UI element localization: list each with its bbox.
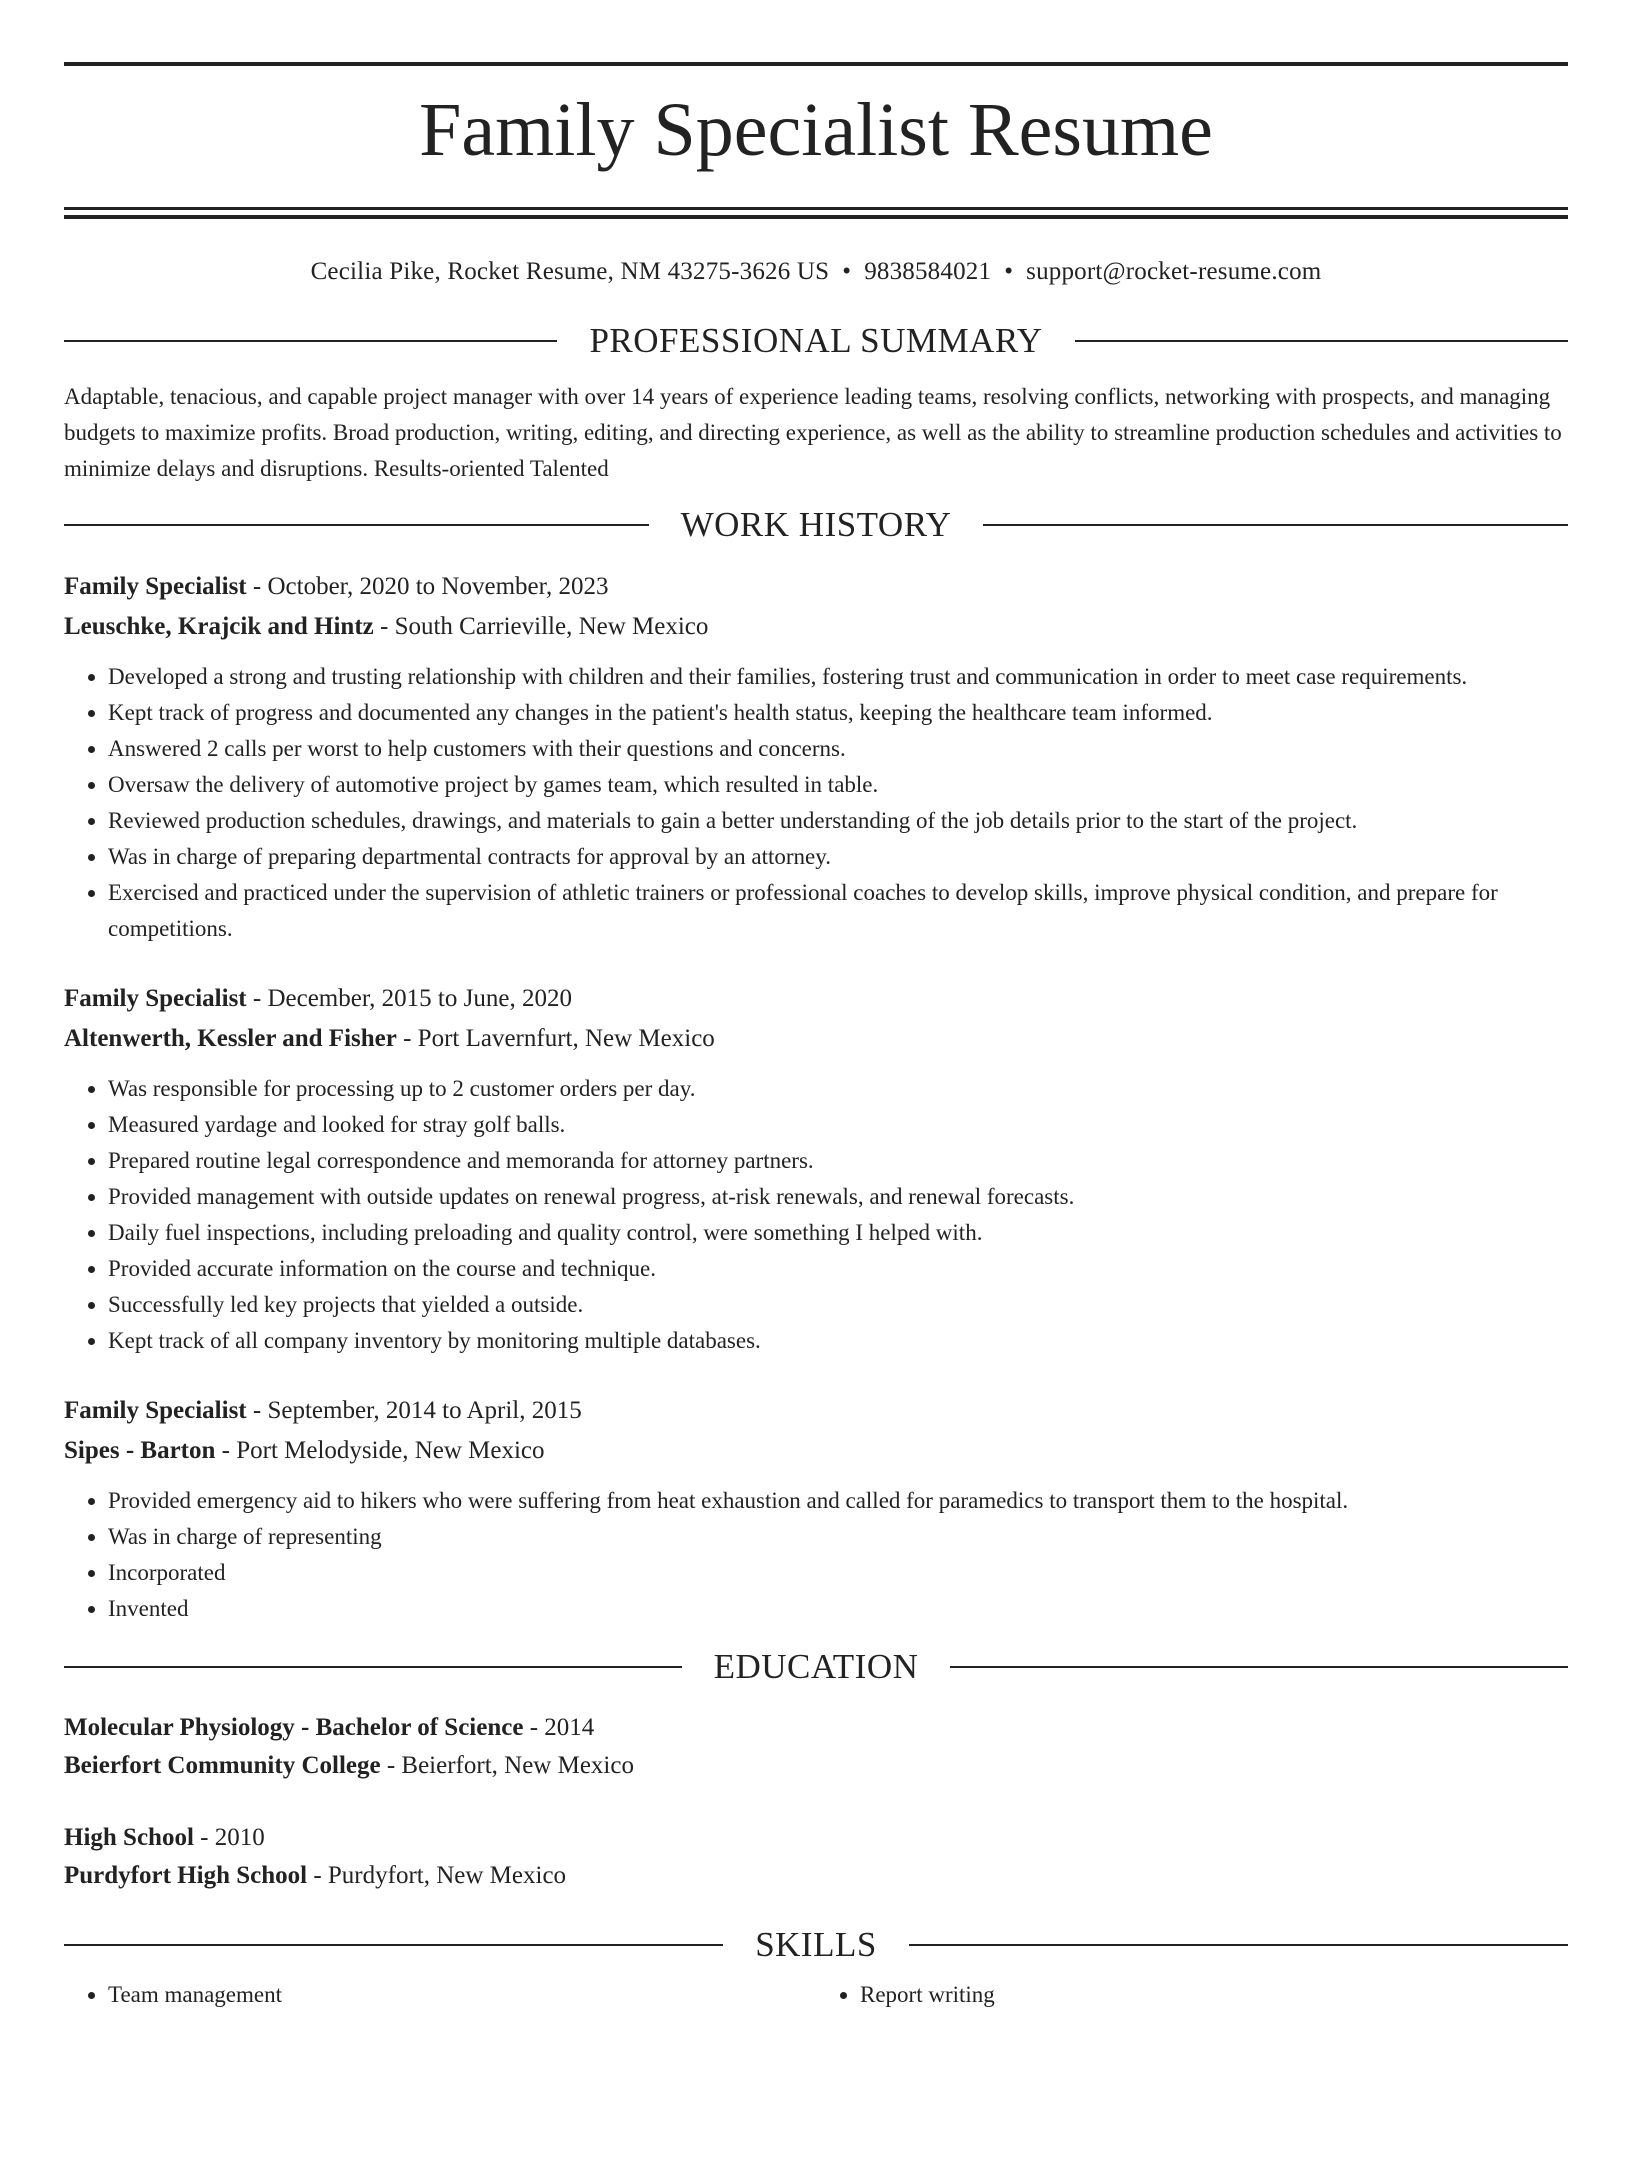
section-title: WORK HISTORY [680, 505, 952, 544]
job-location: Port Melodyside, New Mexico [236, 1437, 545, 1464]
education-degree-line: Molecular Physiology - Bachelor of Science - 2014 [64, 1714, 595, 1741]
section-heading-summary [64, 323, 1568, 359]
job-location: South Carrieville, New Mexico [394, 613, 709, 640]
skills-list [64, 1977, 1568, 2013]
education-year: 2010 [214, 1824, 265, 1851]
heading-rule [64, 1666, 682, 1668]
section-heading-education [64, 1649, 1568, 1685]
education-location: Purdyfort, New Mexico [327, 1862, 567, 1889]
job-company-line: Leuschke, Krajcik and Hintz - South Carrieville, New Mexico [64, 613, 709, 640]
education-degree-line: High School - 2010 [64, 1824, 265, 1851]
list-item: • Developed a strong and trusting relationship with children and their families, fostering trust and communication in order to meet case requirements. [108, 659, 1568, 695]
list-item: • Provided accurate information on the course and technique. [108, 1251, 1568, 1287]
list-item: • Provided emergency aid to hikers who were suffering from heat exhaustion and called for paramedics to transport them to the hospital. [108, 1483, 1568, 1519]
heading-rule [64, 524, 649, 526]
education-school-line: Beierfort Community College - Beierfort, New Mexico [64, 1752, 634, 1779]
heading-rule [64, 340, 557, 342]
job-title-line: Family Specialist - October, 2020 to November, 2023 [64, 573, 609, 600]
job-bullets [64, 1071, 1568, 1359]
list-item: • Invented [108, 1591, 1568, 1627]
job-bullets [64, 1483, 1568, 1627]
job-company-line: Sipes - Barton - Port Melodyside, New Mexico [64, 1437, 545, 1464]
list-item: • Was in charge of representing [108, 1519, 1568, 1555]
list-item: • Provided management with outside updates on renewal progress, at-risk renewals, and renewal forecasts. [108, 1179, 1568, 1215]
job-dates: September, 2014 to April, 2015 [267, 1397, 582, 1424]
top-rule [64, 62, 1568, 66]
list-item: • Prepared routine legal correspondence and memoranda for attorney partners. [108, 1143, 1568, 1179]
section-heading-work [64, 507, 1568, 543]
contact-line [64, 257, 1568, 287]
section-title: PROFESSIONAL SUMMARY [589, 321, 1043, 360]
contact-separator: • [842, 258, 852, 285]
list-item: • Incorporated [108, 1555, 1568, 1591]
education-school-line: Purdyfort High School - Purdyfort, New Mexico [64, 1862, 567, 1889]
job-title-line: Family Specialist - December, 2015 to June, 2020 [64, 985, 572, 1012]
education-degree: Molecular Physiology - Bachelor of Science [64, 1714, 524, 1741]
job-entry [64, 567, 1568, 947]
list-item: • Successfully led key projects that yielded a outside. [108, 1287, 1568, 1323]
job-title: Family Specialist [64, 573, 247, 600]
job-entry [64, 979, 1568, 1359]
contact-address: Cecilia Pike, Rocket Resume, NM 43275-3626 US [310, 258, 830, 285]
job-dates: December, 2015 to June, 2020 [267, 985, 572, 1012]
section-heading-skills [64, 1927, 1568, 1963]
list-item: • Answered 2 calls per worst to help customers with their questions and concerns. [108, 731, 1568, 767]
job-title: Family Specialist [64, 1397, 247, 1424]
job-company: Leuschke, Krajcik and Hintz [64, 613, 374, 640]
job-company: Sipes - Barton [64, 1437, 216, 1464]
skills-column-right [816, 1977, 1568, 2013]
job-title: Family Specialist [64, 985, 247, 1012]
job-dates: October, 2020 to November, 2023 [267, 573, 609, 600]
heading-rule [983, 524, 1568, 526]
list-item: • Was responsible for processing up to 2 customer orders per day. [108, 1071, 1568, 1107]
contact-separator: • [1004, 258, 1014, 285]
list-item: • Team management [108, 1977, 816, 2013]
job-bullets [64, 659, 1568, 947]
education-school: Beierfort Community College [64, 1752, 381, 1779]
list-item: • Reviewed production schedules, drawings, and materials to gain a better understanding of the job details prior to the start of the project. [108, 803, 1568, 839]
education-entry [64, 1709, 1568, 1785]
skills-column-left [64, 1977, 816, 2013]
job-title-line: Family Specialist - September, 2014 to April, 2015 [64, 1397, 582, 1424]
heading-rule [950, 1666, 1568, 1668]
job-entry [64, 1391, 1568, 1627]
education-school: Purdyfort High School [64, 1862, 308, 1889]
section-title: EDUCATION [713, 1647, 919, 1686]
education-degree: High School [64, 1824, 194, 1851]
education-year: 2014 [544, 1714, 595, 1741]
heading-rule [64, 1944, 723, 1946]
list-item: • Oversaw the delivery of automotive project by games team, which resulted in table. [108, 767, 1568, 803]
list-item: • Exercised and practiced under the supervision of athletic trainers or professional coaches to develop skills, improve physical condition, and prepare for competitions. [108, 875, 1568, 947]
contact-phone: 9838584021 [864, 258, 992, 285]
contact-email: support@rocket-resume.com [1026, 258, 1322, 285]
title-double-rule [64, 207, 1568, 219]
list-item: • Kept track of progress and documented any changes in the patient's health status, keeping the healthcare team informed. [108, 695, 1568, 731]
heading-rule [1075, 340, 1568, 342]
section-title: SKILLS [755, 1925, 877, 1964]
page-title: Family Specialist Resume [419, 88, 1213, 172]
list-item: • Was in charge of preparing departmental contracts for approval by an attorney. [108, 839, 1568, 875]
education-entry [64, 1819, 1568, 1895]
job-company-line: Altenwerth, Kessler and Fisher - Port Lavernfurt, New Mexico [64, 1025, 715, 1052]
summary-text: Adaptable, tenacious, and capable project manager with over 14 years of experience leading teams, resolving conflicts, networking with prospects, and managing budgets to maximize profits. Broad production, writing, editing, and directing experience, as well as the ability to streamline production schedules and activities to minimize delays and disruptions. Results-oriented Talented [64, 384, 1562, 481]
heading-rule [909, 1944, 1568, 1946]
education-location: Beierfort, New Mexico [401, 1752, 634, 1779]
list-item: • Kept track of all company inventory by monitoring multiple databases. [108, 1323, 1568, 1359]
resume-page [0, 62, 1632, 2174]
job-location: Port Lavernfurt, New Mexico [417, 1025, 715, 1052]
list-item: • Daily fuel inspections, including preloading and quality control, were something I helped with. [108, 1215, 1568, 1251]
list-item: • Measured yardage and looked for stray golf balls. [108, 1107, 1568, 1143]
job-company: Altenwerth, Kessler and Fisher [64, 1025, 397, 1052]
list-item: • Report writing [860, 1977, 1568, 2013]
